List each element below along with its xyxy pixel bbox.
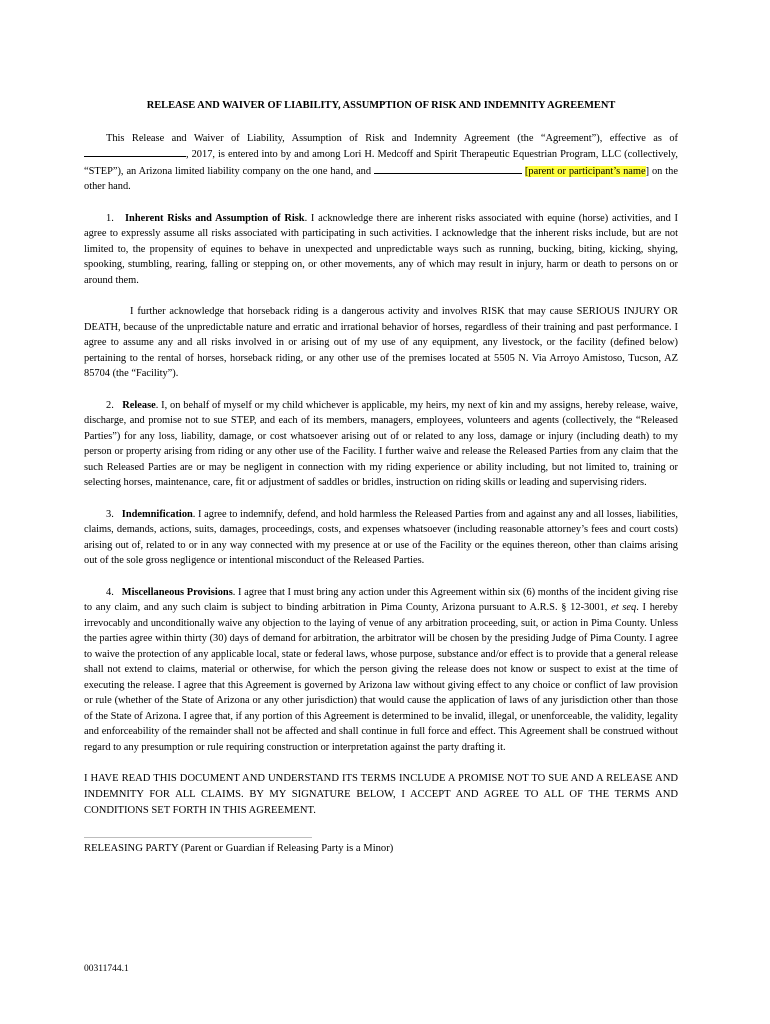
section-body-a: . I agree that I must bring any action under this Agreement within six (6) months of the incident giving rise to any claim, and any such claim is subject to binding arbitration in Pima County, Arizona pursuant to A.R.S. § 12-3001, [84,586,679,613]
citation-italic: et seq [611,602,637,613]
party-name-blank[interactable] [374,163,522,174]
section-body-c: Unless the parties agree within thirty (30) days of demand for arbitration, the arbitrator will be chosen by the presiding Judge of Pima County. I agree to waive the protection of any applicable local, state or federal laws, whose purpose, substance and/or effect is to provide that a general release shall not extend to claims, material or otherwise, for which the person giving the release does not know or suspect to exist at the time of executing the release. I agree that this Agreement is governed by Arizona law without giving effect to any choice or conflict of law provision or rule (whether of the State of Arizona or any other jurisdiction) that would cause the application of laws of any jurisdiction other than those of the State of Arizona. I agree that, if any portion of this Agreement is determined to be invalid, illegal, or unenforceable, the validity, legality and enforceability of the remainder shall not be affected and shall continue in full force and effect. This Agreement shall be construed without regard to any presumption or rule requiring construction or interpretation against the party drafting it. [84,617,678,753]
effective-date-blank[interactable] [84,146,186,157]
section-heading: Miscellaneous Provisions [121,586,233,598]
section-body-b: . I hereby [636,602,678,613]
section-2-paragraph [84,398,678,491]
signature-line[interactable] [84,837,312,838]
section-1-paragraph-2: I further acknowledge that horseback riding is a dangerous activity and involves RISK that may cause SERIOUS INJURY OR DEATH, because of the unpredictable nature and erratic and irrational behavior of horses, regardless of their training and past performance. I agree to assume any and all risks involved in or arising out of my use of any equipment, any livestock, or the facility (defined below) pertaining to the rental of horses, horseback riding, or any other use of the premises located at 5505 N. Via Arroyo Amistoso, Tucson, AZ 85704 (the “Facility”). [84,306,678,379]
acknowledgement-paragraph: I HAVE READ THIS DOCUMENT AND UNDERSTAND ITS TERMS INCLUDE A PROMISE NOT TO SUE AND A RELEASE AND INDEMNITY FOR ALL CLAIMS. BY MY SIGNATURE BELOW, I ACCEPT AND AGREE TO ALL OF THE TERMS AND CONDITIONS SET FORTH IN THIS AGREEMENT. [84,773,678,816]
section-number: 4. [106,586,114,598]
highlighted-placeholder: [parent or participant’s name [524,165,646,177]
section-3-paragraph [84,507,678,569]
section-heading: Inherent Risks and Assumption of Risk [125,212,305,224]
document-title: RELEASE AND WAIVER OF LIABILITY, ASSUMPTION OF RISK AND INDEMNITY AGREEMENT [146,100,616,111]
section-body: . I acknowledge there are inherent risks associated with equine (horse) activities, and I agree to expressly assume all risks associated with participating in such activities. I acknowledge that the inherent risks include, but are not limited to, the propensity of equines to behave in unexpected and unpredictable ways such as running, bucking, biting, kicking, shying, spooking, stumbling, rearing, falling or stepping on, or other movements, any of which may result in injury, harm or death to persons on or around them. [84,212,678,286]
document-number: 00311744.1 [84,964,129,974]
intro-text-3: ] on the other hand. [84,165,678,192]
section-number: 1. [106,212,114,224]
document-page [84,98,678,857]
placeholder-text: parent or participant’s name [528,165,646,177]
section-number: 2. [106,399,114,411]
section-body: . I, on behalf of myself or my child whichever is applicable, my heirs, my next of kin and my assigns, hereby release, waive, discharge, and promise not to sue STEP, and each of its members, managers, employees, volunteers and agents (collectively, the “Released Parties”) for any loss, liability, damage, or cost whatsoever arising out of or related to any loss, damage or injury (including death) to my person or property arising from riding or any other use of the Facility. I further waive and release the Released Parties from any claim that the such Released Parties are or may be negligent in connection with my riding experience or ability including, but not limited to, training or selecting horses, maintenance, care, fit or adjustment of saddles or bridles, instruction on riding skills or leading and supervising riders. [84,399,679,488]
intro-text-1: This Release and Waiver of Liability, Assumption of Risk and Indemnity Agreement (the “Agreement”), effective as of [106,132,678,144]
intro-text-2: , 2017, is entered into by and among Lori H. Medcoff and Spirit Therapeutic Equestrian Program, LLC (collectively, “STEP”), an Arizona limited liability company on the one hand, and [84,149,678,177]
section-number: 3. [106,508,114,520]
section-4-paragraph [84,585,678,756]
intro-paragraph [84,131,678,195]
section-heading: Indemnification [121,508,193,520]
section-1-paragraph [84,211,678,289]
venue-waiver-text: irrevocably and unconditionally waive any objection to the laying of venue of any arbitration proceeding, suit, or action in Pima County. [84,617,647,629]
signature-label: RELEASING PARTY (Parent or Guardian if Releasing Party is a Minor) [84,843,394,854]
section-body: . I agree to indemnify, defend, and hold harmless the Released Parties from and against any and all losses, liabilities, claims, demands, actions, suits, damages, proceedings, costs, and expenses whatsoever (including reasonable attorney’s fees and court costs) arising out of, related to or in any way connected with my presence at or use of the Facility or the equines thereon, other than claims arising out of the sole gross negligence or intentional misconduct of the Released Parties. [84,508,679,566]
section-heading: Release [122,399,156,411]
